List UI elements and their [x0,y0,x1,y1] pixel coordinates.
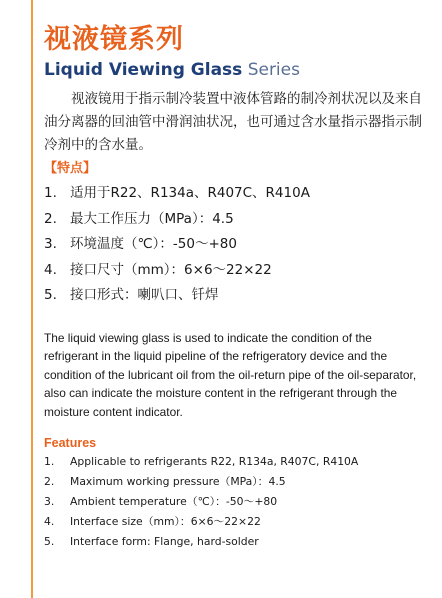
title-english [44,60,424,80]
title-english-series: Series [247,60,300,80]
list-item: 2. Maximum working pressure（MPa）：4.5 [44,475,286,489]
left-accent-rule [31,0,33,598]
list-item: 3. 环境温度（℃）：-50～+80 [44,236,237,252]
list-item: 4. 接口尺寸（mm）：6×6～22×22 [44,261,272,278]
intro-english: The liquid viewing glass is used to indicate the condition of the refrigerant in the liquid pipeline of the refrigeratory device and the condition of the lubricant oil from the oil-return pipe of the oil-separator, also can indicate the moisture content in the refrigerant through the moisture content indicator. [44,330,417,419]
list-item: 1. 适用于R22、R134a、R407C、R410A [44,185,310,201]
features-chinese-heading: 【特点】 [44,161,97,176]
title-chinese: 视液镜系列 [44,24,184,55]
list-item: 3. Ambient temperature（℃）：-50～+80 [44,495,278,509]
content-column [44,24,424,552]
intro-chinese: 视液镜用于指示制冷装置中液体管路的制冷剂状况以及来自油分离器的回油管中滑润油状况，也可通过含水量指示器指示制冷剂中的含水量。 [44,91,422,153]
list-item: 4. Interface size（mm）：6×6～22×22 [44,515,261,529]
list-item: 5. Interface form: Flange, hard-solder [44,535,259,549]
list-item: 2. 最大工作压力（MPa）：4.5 [44,210,234,227]
title-english-bold: Liquid Viewing Glass [44,60,243,80]
list-item: 1. Applicable to refrigerants R22, R134a, R407C, R410A [44,455,359,469]
features-english-heading: Features [44,436,97,451]
features-english-list [44,452,424,552]
features-chinese-list [44,181,424,309]
list-item: 5. 接口形式：喇叭口、钎焊 [44,287,219,303]
